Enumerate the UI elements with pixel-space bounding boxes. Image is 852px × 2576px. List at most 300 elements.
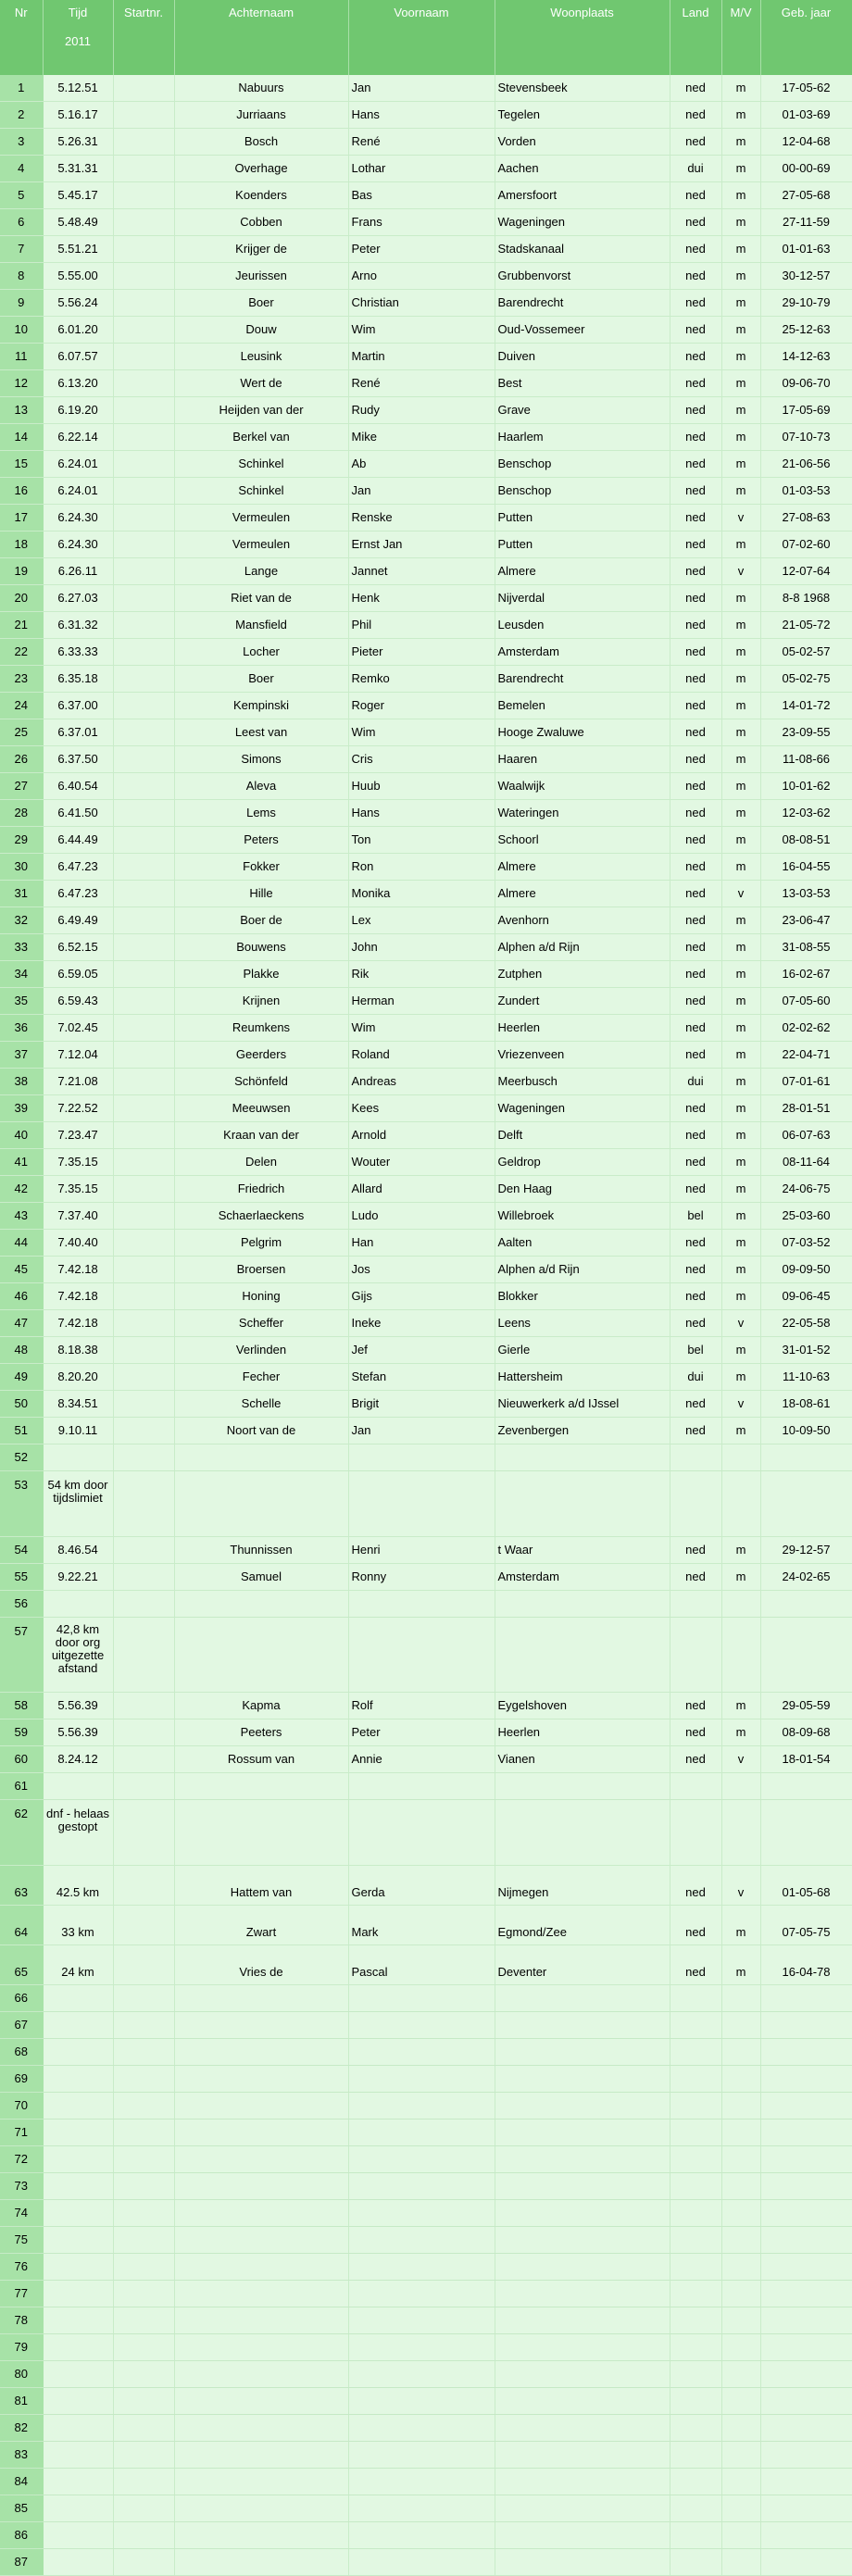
cell-nr: 9 (0, 290, 43, 317)
cell-nr: 55 (0, 1564, 43, 1591)
cell-land: ned (670, 1391, 721, 1418)
cell-ach: Honing (174, 1283, 348, 1310)
cell-start (113, 1537, 174, 1564)
cell-ach: Douw (174, 317, 348, 344)
cell-tijd: 6.33.33 (43, 639, 113, 666)
table-row (0, 1015, 852, 1042)
cell-woon: Grave (495, 397, 670, 424)
cell-nr: 79 (0, 2334, 43, 2361)
cell-woon: Geldrop (495, 1149, 670, 1176)
cell-nr: 28 (0, 800, 43, 827)
cell-land: ned (670, 1230, 721, 1257)
cell-start (113, 1693, 174, 1719)
cell-geb (760, 2307, 852, 2334)
cell-land (670, 2388, 721, 2415)
cell-mv: m (721, 693, 760, 719)
cell-voor: Monika (348, 881, 495, 907)
cell-mv: m (721, 75, 760, 102)
cell-start (113, 881, 174, 907)
cell-mv (721, 1471, 760, 1537)
cell-land: ned (670, 263, 721, 290)
cell-nr: 1 (0, 75, 43, 102)
cell-start (113, 2361, 174, 2388)
cell-ach: Scheffer (174, 1310, 348, 1337)
cell-mv: m (721, 988, 760, 1015)
cell-voor: Jan (348, 1418, 495, 1444)
cell-nr: 27 (0, 773, 43, 800)
cell-voor (348, 2281, 495, 2307)
table-row (0, 451, 852, 478)
cell-geb (760, 2334, 852, 2361)
cell-geb: 08-11-64 (760, 1149, 852, 1176)
cell-nr: 67 (0, 2012, 43, 2039)
cell-start (113, 2522, 174, 2549)
cell-voor: Wouter (348, 1149, 495, 1176)
cell-mv: m (721, 531, 760, 558)
cell-ach: Meeuwsen (174, 1095, 348, 1122)
table-row (0, 585, 852, 612)
cell-voor: Gijs (348, 1283, 495, 1310)
cell-woon (495, 2549, 670, 2576)
cell-woon: Vianen (495, 1746, 670, 1773)
cell-land: ned (670, 424, 721, 451)
cell-woon: Benschop (495, 478, 670, 505)
header-tijd-label: Tijd (68, 6, 88, 19)
cell-voor: Herman (348, 988, 495, 1015)
cell-nr: 47 (0, 1310, 43, 1337)
cell-geb: 00-00-69 (760, 156, 852, 182)
cell-ach (174, 1591, 348, 1618)
cell-geb (760, 2093, 852, 2120)
cell-land (670, 2173, 721, 2200)
cell-ach (174, 2522, 348, 2549)
cell-nr: 62 (0, 1800, 43, 1866)
cell-mv (721, 2495, 760, 2522)
cell-ach: Vries de (174, 1945, 348, 1985)
cell-nr: 33 (0, 934, 43, 961)
cell-geb: 18-08-61 (760, 1391, 852, 1418)
cell-geb: 12-04-68 (760, 129, 852, 156)
cell-start (113, 666, 174, 693)
cell-ach (174, 1618, 348, 1693)
cell-woon: Den Haag (495, 1176, 670, 1203)
cell-woon (495, 1591, 670, 1618)
cell-geb: 24-02-65 (760, 1564, 852, 1591)
cell-mv: m (721, 370, 760, 397)
cell-start (113, 505, 174, 531)
cell-nr: 15 (0, 451, 43, 478)
cell-mv: m (721, 1122, 760, 1149)
cell-woon: Grubbenvorst (495, 263, 670, 290)
cell-tijd: 5.56.39 (43, 1693, 113, 1719)
cell-tijd: 6.07.57 (43, 344, 113, 370)
cell-voor (348, 2173, 495, 2200)
cell-land (670, 2066, 721, 2093)
cell-ach: Lange (174, 558, 348, 585)
cell-start (113, 1122, 174, 1149)
cell-voor: Mark (348, 1906, 495, 1945)
cell-nr: 7 (0, 236, 43, 263)
table-row (0, 2334, 852, 2361)
cell-nr: 70 (0, 2093, 43, 2120)
cell-nr: 2 (0, 102, 43, 129)
cell-tijd: 7.42.18 (43, 1310, 113, 1337)
cell-nr: 61 (0, 1773, 43, 1800)
cell-tijd: 6.24.30 (43, 531, 113, 558)
cell-mv (721, 2093, 760, 2120)
cell-woon: Heerlen (495, 1015, 670, 1042)
cell-tijd (43, 2146, 113, 2173)
cell-tijd: dnf - helaas gestopt (43, 1800, 113, 1866)
cell-tijd: 8.18.38 (43, 1337, 113, 1364)
cell-start (113, 1310, 174, 1337)
cell-ach (174, 2227, 348, 2254)
cell-voor: Remko (348, 666, 495, 693)
cell-ach: Riet van de (174, 585, 348, 612)
cell-ach: Nabuurs (174, 75, 348, 102)
cell-land: ned (670, 1945, 721, 1985)
cell-nr: 4 (0, 156, 43, 182)
cell-tijd (43, 2361, 113, 2388)
cell-geb: 08-08-51 (760, 827, 852, 854)
cell-tijd: 8.46.54 (43, 1537, 113, 1564)
cell-mv: m (721, 639, 760, 666)
cell-woon (495, 2361, 670, 2388)
table-row (0, 2495, 852, 2522)
cell-nr: 45 (0, 1257, 43, 1283)
cell-nr: 22 (0, 639, 43, 666)
cell-land: ned (670, 1015, 721, 1042)
cell-ach: Overhage (174, 156, 348, 182)
table-row (0, 182, 852, 209)
cell-start (113, 263, 174, 290)
cell-nr: 58 (0, 1693, 43, 1719)
cell-woon: Putten (495, 531, 670, 558)
table-row (0, 75, 852, 102)
table-row (0, 1418, 852, 1444)
cell-mv: m (721, 854, 760, 881)
table-row (0, 1985, 852, 2012)
cell-woon: Nijverdal (495, 585, 670, 612)
cell-geb (760, 1444, 852, 1471)
cell-land: ned (670, 1042, 721, 1069)
table-row (0, 1906, 852, 1945)
cell-mv: m (721, 451, 760, 478)
cell-mv: m (721, 1042, 760, 1069)
cell-tijd: 6.49.49 (43, 907, 113, 934)
cell-start (113, 290, 174, 317)
table-row (0, 854, 852, 881)
cell-woon: Zevenbergen (495, 1418, 670, 1444)
cell-start (113, 2173, 174, 2200)
cell-tijd: 6.24.01 (43, 451, 113, 478)
table-row (0, 1945, 852, 1985)
cell-mv: m (721, 1257, 760, 1283)
cell-start (113, 2415, 174, 2442)
table-row (0, 1283, 852, 1310)
header-land: Land (670, 0, 721, 75)
cell-mv: v (721, 1310, 760, 1337)
cell-woon: Willebroek (495, 1203, 670, 1230)
cell-mv (721, 2522, 760, 2549)
cell-tijd: 6.35.18 (43, 666, 113, 693)
cell-geb: 27-11-59 (760, 209, 852, 236)
cell-woon: Nieuwerkerk a/d IJssel (495, 1391, 670, 1418)
cell-voor: Henri (348, 1537, 495, 1564)
cell-tijd: 6.37.00 (43, 693, 113, 719)
cell-tijd (43, 2281, 113, 2307)
cell-ach: Schinkel (174, 478, 348, 505)
table-row (0, 1800, 852, 1866)
cell-ach: Peeters (174, 1719, 348, 1746)
cell-geb: 11-08-66 (760, 746, 852, 773)
cell-woon: Amsterdam (495, 639, 670, 666)
cell-start (113, 1337, 174, 1364)
cell-ach: Locher (174, 639, 348, 666)
cell-geb (760, 1618, 852, 1693)
header-mv: M/V (721, 0, 760, 75)
cell-woon: Leens (495, 1310, 670, 1337)
cell-voor: Henk (348, 585, 495, 612)
table-row (0, 2066, 852, 2093)
cell-geb (760, 2039, 852, 2066)
cell-land: ned (670, 1310, 721, 1337)
cell-land (670, 1471, 721, 1537)
cell-tijd: 54 km door tijdslimiet (43, 1471, 113, 1537)
cell-nr: 25 (0, 719, 43, 746)
cell-start (113, 693, 174, 719)
cell-voor (348, 2012, 495, 2039)
cell-geb: 09-06-45 (760, 1283, 852, 1310)
cell-nr: 81 (0, 2388, 43, 2415)
table-row (0, 236, 852, 263)
cell-woon (495, 2469, 670, 2495)
cell-mv: m (721, 773, 760, 800)
cell-mv: m (721, 1015, 760, 1042)
cell-tijd (43, 2469, 113, 2495)
cell-voor: Brigit (348, 1391, 495, 1418)
table-row (0, 2361, 852, 2388)
cell-mv: m (721, 746, 760, 773)
cell-ach: Mansfield (174, 612, 348, 639)
cell-geb (760, 2227, 852, 2254)
cell-land: ned (670, 719, 721, 746)
cell-nr: 38 (0, 1069, 43, 1095)
cell-tijd: 6.52.15 (43, 934, 113, 961)
cell-land (670, 2495, 721, 2522)
cell-geb: 29-10-79 (760, 290, 852, 317)
cell-geb (760, 1591, 852, 1618)
cell-geb: 17-05-69 (760, 397, 852, 424)
cell-voor: Roland (348, 1042, 495, 1069)
cell-start (113, 451, 174, 478)
cell-tijd: 5.56.39 (43, 1719, 113, 1746)
cell-mv: m (721, 1719, 760, 1746)
cell-land: ned (670, 585, 721, 612)
cell-nr: 24 (0, 693, 43, 719)
cell-ach: Reumkens (174, 1015, 348, 1042)
cell-start (113, 1471, 174, 1537)
cell-woon: Stadskanaal (495, 236, 670, 263)
cell-land: ned (670, 290, 721, 317)
cell-nr: 30 (0, 854, 43, 881)
cell-land: ned (670, 907, 721, 934)
cell-tijd (43, 2307, 113, 2334)
cell-nr: 21 (0, 612, 43, 639)
cell-voor: Ludo (348, 1203, 495, 1230)
cell-geb (760, 2012, 852, 2039)
cell-woon (495, 1985, 670, 2012)
cell-ach: Wert de (174, 370, 348, 397)
cell-voor: Rolf (348, 1693, 495, 1719)
cell-start (113, 1364, 174, 1391)
cell-tijd (43, 1444, 113, 1471)
cell-tijd: 7.23.47 (43, 1122, 113, 1149)
cell-land: ned (670, 1906, 721, 1945)
cell-mv (721, 2227, 760, 2254)
cell-ach (174, 2146, 348, 2173)
cell-woon: Alphen a/d Rijn (495, 934, 670, 961)
table-row (0, 263, 852, 290)
cell-land (670, 2549, 721, 2576)
cell-ach: Broersen (174, 1257, 348, 1283)
cell-voor: Wim (348, 719, 495, 746)
cell-woon: Egmond/Zee (495, 1906, 670, 1945)
table-row (0, 2039, 852, 2066)
cell-land: ned (670, 1283, 721, 1310)
cell-geb: 07-10-73 (760, 424, 852, 451)
cell-geb (760, 2495, 852, 2522)
cell-geb (760, 2066, 852, 2093)
cell-geb (760, 1985, 852, 2012)
cell-voor (348, 2415, 495, 2442)
cell-ach: Leest van (174, 719, 348, 746)
cell-geb (760, 2549, 852, 2576)
cell-geb (760, 1471, 852, 1537)
cell-tijd: 6.59.43 (43, 988, 113, 1015)
cell-land: ned (670, 1122, 721, 1149)
cell-voor: Hans (348, 800, 495, 827)
cell-tijd (43, 2093, 113, 2120)
cell-woon: Tegelen (495, 102, 670, 129)
cell-tijd: 7.35.15 (43, 1149, 113, 1176)
cell-land: ned (670, 881, 721, 907)
cell-ach: Samuel (174, 1564, 348, 1591)
table-row (0, 2442, 852, 2469)
cell-ach (174, 2469, 348, 2495)
cell-ach (174, 1985, 348, 2012)
cell-mv (721, 2415, 760, 2442)
cell-start (113, 961, 174, 988)
cell-tijd (43, 2334, 113, 2361)
cell-land: ned (670, 693, 721, 719)
cell-mv: v (721, 1866, 760, 1906)
cell-mv (721, 2012, 760, 2039)
cell-tijd: 6.47.23 (43, 881, 113, 907)
cell-nr: 77 (0, 2281, 43, 2307)
cell-geb: 10-09-50 (760, 1418, 852, 1444)
cell-mv: m (721, 1418, 760, 1444)
cell-land (670, 2334, 721, 2361)
cell-voor: Pascal (348, 1945, 495, 1985)
cell-geb: 07-05-60 (760, 988, 852, 1015)
cell-nr: 16 (0, 478, 43, 505)
cell-start (113, 1444, 174, 1471)
cell-mv: m (721, 800, 760, 827)
cell-mv: m (721, 1906, 760, 1945)
cell-tijd: 6.37.50 (43, 746, 113, 773)
cell-voor: Peter (348, 236, 495, 263)
cell-voor: Cris (348, 746, 495, 773)
cell-geb: 11-10-63 (760, 1364, 852, 1391)
cell-voor: Peter (348, 1719, 495, 1746)
cell-ach: Vermeulen (174, 505, 348, 531)
cell-start (113, 2146, 174, 2173)
cell-start (113, 2066, 174, 2093)
cell-mv: v (721, 558, 760, 585)
cell-start (113, 156, 174, 182)
cell-voor: Jannet (348, 558, 495, 585)
cell-tijd (43, 2549, 113, 2576)
cell-mv: m (721, 290, 760, 317)
cell-woon: Best (495, 370, 670, 397)
cell-geb: 21-06-56 (760, 451, 852, 478)
cell-voor: Frans (348, 209, 495, 236)
cell-woon (495, 2093, 670, 2120)
cell-geb: 02-02-62 (760, 1015, 852, 1042)
header-woonplaats: Woonplaats (495, 0, 670, 75)
cell-voor: Ernst Jan (348, 531, 495, 558)
cell-start (113, 75, 174, 102)
cell-start (113, 773, 174, 800)
cell-voor: Annie (348, 1746, 495, 1773)
cell-ach (174, 2066, 348, 2093)
cell-voor: Bas (348, 182, 495, 209)
cell-geb (760, 1773, 852, 1800)
cell-geb: 21-05-72 (760, 612, 852, 639)
cell-geb (760, 2146, 852, 2173)
cell-start (113, 2388, 174, 2415)
cell-land: ned (670, 1095, 721, 1122)
cell-start (113, 102, 174, 129)
cell-land: ned (670, 827, 721, 854)
cell-nr: 63 (0, 1866, 43, 1906)
cell-land (670, 2227, 721, 2254)
table-row (0, 719, 852, 746)
table-row (0, 2281, 852, 2307)
cell-mv (721, 2388, 760, 2415)
cell-start (113, 370, 174, 397)
cell-land: ned (670, 478, 721, 505)
cell-voor: Lothar (348, 156, 495, 182)
cell-mv: m (721, 934, 760, 961)
cell-land: ned (670, 961, 721, 988)
cell-ach (174, 2334, 348, 2361)
cell-tijd: 6.27.03 (43, 585, 113, 612)
cell-geb (760, 2361, 852, 2388)
cell-woon: Wageningen (495, 209, 670, 236)
cell-start (113, 1230, 174, 1257)
cell-start (113, 2495, 174, 2522)
cell-ach: Fecher (174, 1364, 348, 1391)
cell-mv: m (721, 478, 760, 505)
cell-geb (760, 2388, 852, 2415)
cell-land (670, 2415, 721, 2442)
cell-tijd (43, 2495, 113, 2522)
cell-tijd (43, 2254, 113, 2281)
cell-start (113, 182, 174, 209)
cell-woon (495, 1618, 670, 1693)
